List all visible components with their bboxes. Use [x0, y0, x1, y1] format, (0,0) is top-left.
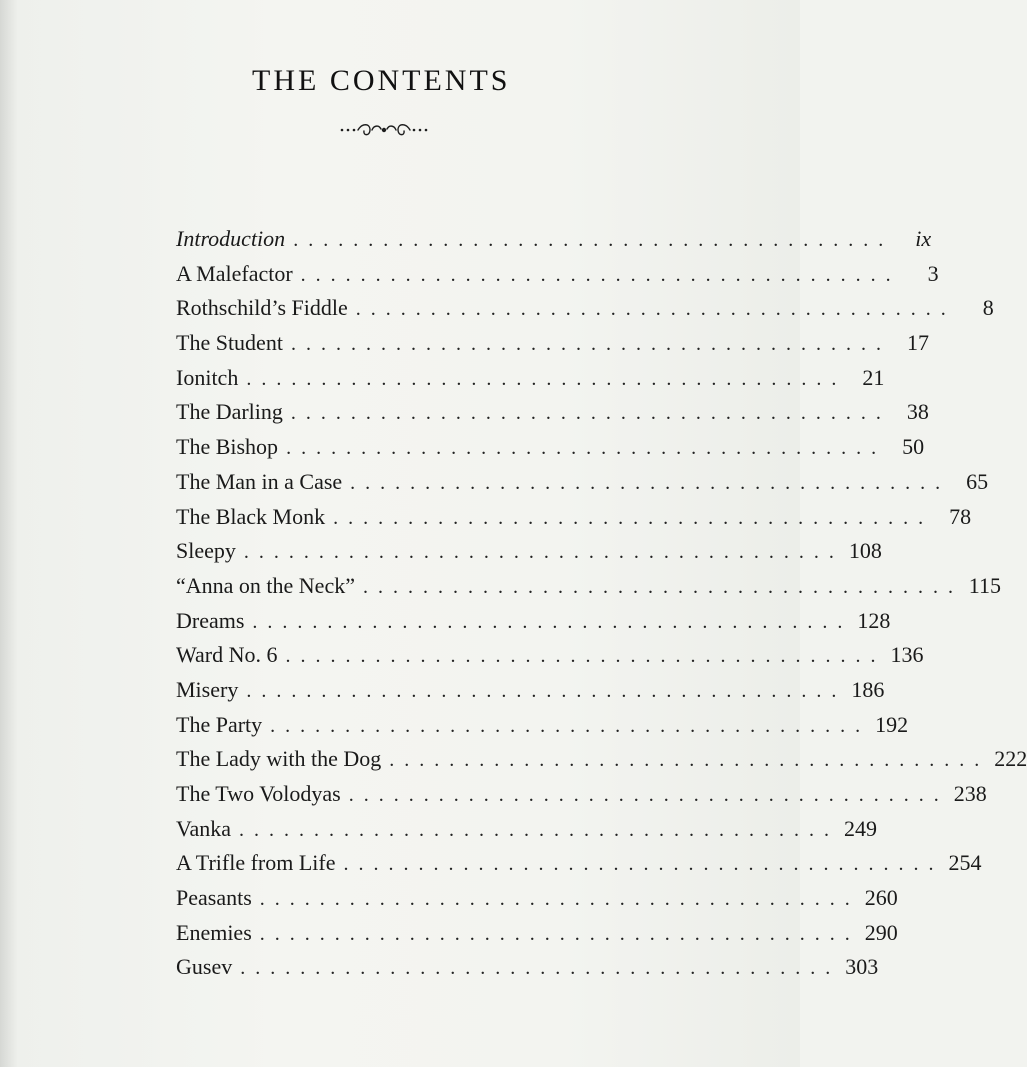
toc-leader-dots: ........................................ — [285, 645, 886, 668]
toc-entry-title: Ward No. 6 — [176, 642, 278, 668]
toc-entry-title: Gusev — [176, 954, 233, 980]
toc-entry-title: The Man in a Case — [176, 468, 343, 494]
toc-entry — [176, 812, 877, 847]
toc-entry — [176, 395, 929, 430]
toc-entry — [176, 673, 885, 708]
toc-entry-title: A Trifle from Life — [176, 850, 336, 876]
toc-entry-page-number: 38 — [906, 399, 929, 425]
toc-entry-title: Ionitch — [176, 364, 239, 390]
toc-entry-title: The Student — [176, 330, 283, 356]
toc-leader-dots: ........................................ — [348, 784, 949, 806]
toc-entry — [176, 534, 882, 569]
toc-entry — [176, 430, 925, 465]
toc-entry-title: Vanka — [176, 815, 231, 841]
toc-entry — [176, 916, 898, 951]
scroll-ornament-icon — [336, 121, 432, 139]
toc-entry-title: The Lady with the Dog — [176, 746, 382, 772]
toc-leader-dots: ........................................ — [259, 922, 860, 945]
toc-entry — [176, 742, 1027, 777]
toc-entry-title: The Two Volodyas — [176, 781, 341, 806]
toc-entry-page-number: 192 — [875, 711, 909, 737]
toc-entry-title: The Darling — [176, 399, 283, 425]
toc-entry-page-number: 115 — [968, 572, 1001, 598]
toc-entry-page-number: 128 — [857, 607, 891, 633]
toc-entry-page-number: 238 — [953, 781, 987, 806]
toc-entry — [176, 638, 924, 673]
toc-entry-page-number: 8 — [982, 295, 994, 321]
toc-entry — [176, 500, 972, 535]
table-of-contents — [176, 222, 1027, 985]
toc-leader-dots: ........................................ — [333, 506, 934, 529]
toc-entry-page-number: 136 — [890, 642, 924, 668]
toc-leader-dots: ........................................ — [300, 263, 901, 286]
toc-entry — [176, 846, 982, 881]
toc-leader-dots: ........................................ — [350, 471, 951, 494]
toc-entry-title: Peasants — [176, 885, 252, 911]
toc-entry — [176, 604, 891, 639]
page-spine-shadow — [0, 0, 18, 1067]
toc-entry — [176, 881, 898, 916]
toc-entry — [176, 950, 879, 985]
toc-leader-dots: ........................................ — [343, 853, 944, 876]
toc-entry-title: Enemies — [176, 919, 252, 945]
toc-leader-dots: ........................................ — [290, 402, 891, 425]
toc-leader-dots: ........................................ — [240, 957, 841, 980]
toc-entry — [176, 326, 929, 361]
toc-entry-title: Rothschild’s Fiddle — [176, 295, 348, 321]
toc-entry-page-number: 254 — [948, 850, 982, 876]
toc-entry-title: Introduction — [176, 226, 286, 251]
toc-entry-page-number: 78 — [949, 503, 972, 529]
toc-leader-dots: ........................................ — [290, 333, 891, 356]
toc-entry — [176, 361, 885, 396]
toc-entry-page-number: 17 — [906, 330, 929, 356]
toc-leader-dots: ........................................ — [362, 575, 963, 598]
toc-entry-page-number: 290 — [864, 919, 898, 945]
page-title: THE CONTENTS — [252, 64, 511, 97]
toc-entry-title: Sleepy — [176, 538, 236, 564]
toc-entry-page-number: 303 — [845, 954, 879, 980]
toc-leader-dots: ........................................ — [246, 367, 847, 390]
toc-entry-page-number: 3 — [927, 260, 939, 286]
toc-entry — [176, 708, 909, 743]
toc-entry — [176, 465, 989, 500]
toc-leader-dots: ........................................ — [238, 818, 839, 841]
toc-leader-dots: ........................................ — [246, 679, 847, 702]
toc-leader-dots: ........................................ — [389, 749, 990, 772]
toc-entry-title: The Bishop — [176, 434, 279, 460]
toc-entry-title: Misery — [176, 676, 239, 702]
toc-entry — [176, 222, 932, 257]
toc-entry-page-number: 108 — [848, 538, 882, 564]
toc-leader-dots: ........................................ — [252, 610, 853, 633]
toc-entry-title: The Party — [176, 711, 263, 737]
toc-entry-page-number: 222 — [994, 746, 1027, 772]
toc-entry-page-number: 50 — [902, 434, 925, 460]
toc-leader-dots: ........................................ — [259, 888, 860, 911]
toc-entry — [176, 569, 1001, 604]
toc-entry — [176, 257, 939, 292]
toc-entry-page-number: ix — [915, 226, 932, 251]
toc-leader-dots: ........................................ — [355, 298, 956, 321]
toc-entry-title: “Anna on the Neck” — [176, 572, 355, 598]
toc-entry-page-number: 249 — [843, 815, 877, 841]
toc-entry-title: Dreams — [176, 607, 245, 633]
toc-entry — [176, 777, 987, 812]
toc-entry-page-number: 260 — [864, 885, 898, 911]
toc-entry-page-number: 186 — [851, 676, 885, 702]
toc-entry-page-number: 21 — [862, 364, 885, 390]
toc-entry-page-number: 65 — [966, 468, 989, 494]
toc-leader-dots: ........................................ — [270, 714, 871, 737]
toc-leader-dots: ........................................ — [286, 437, 887, 460]
toc-entry-title: A Malefactor — [176, 260, 293, 286]
toc-leader-dots: ........................................ — [293, 229, 894, 251]
toc-entry — [176, 291, 994, 326]
toc-entry-title: The Black Monk — [176, 503, 326, 529]
toc-leader-dots: ........................................ — [243, 541, 844, 564]
